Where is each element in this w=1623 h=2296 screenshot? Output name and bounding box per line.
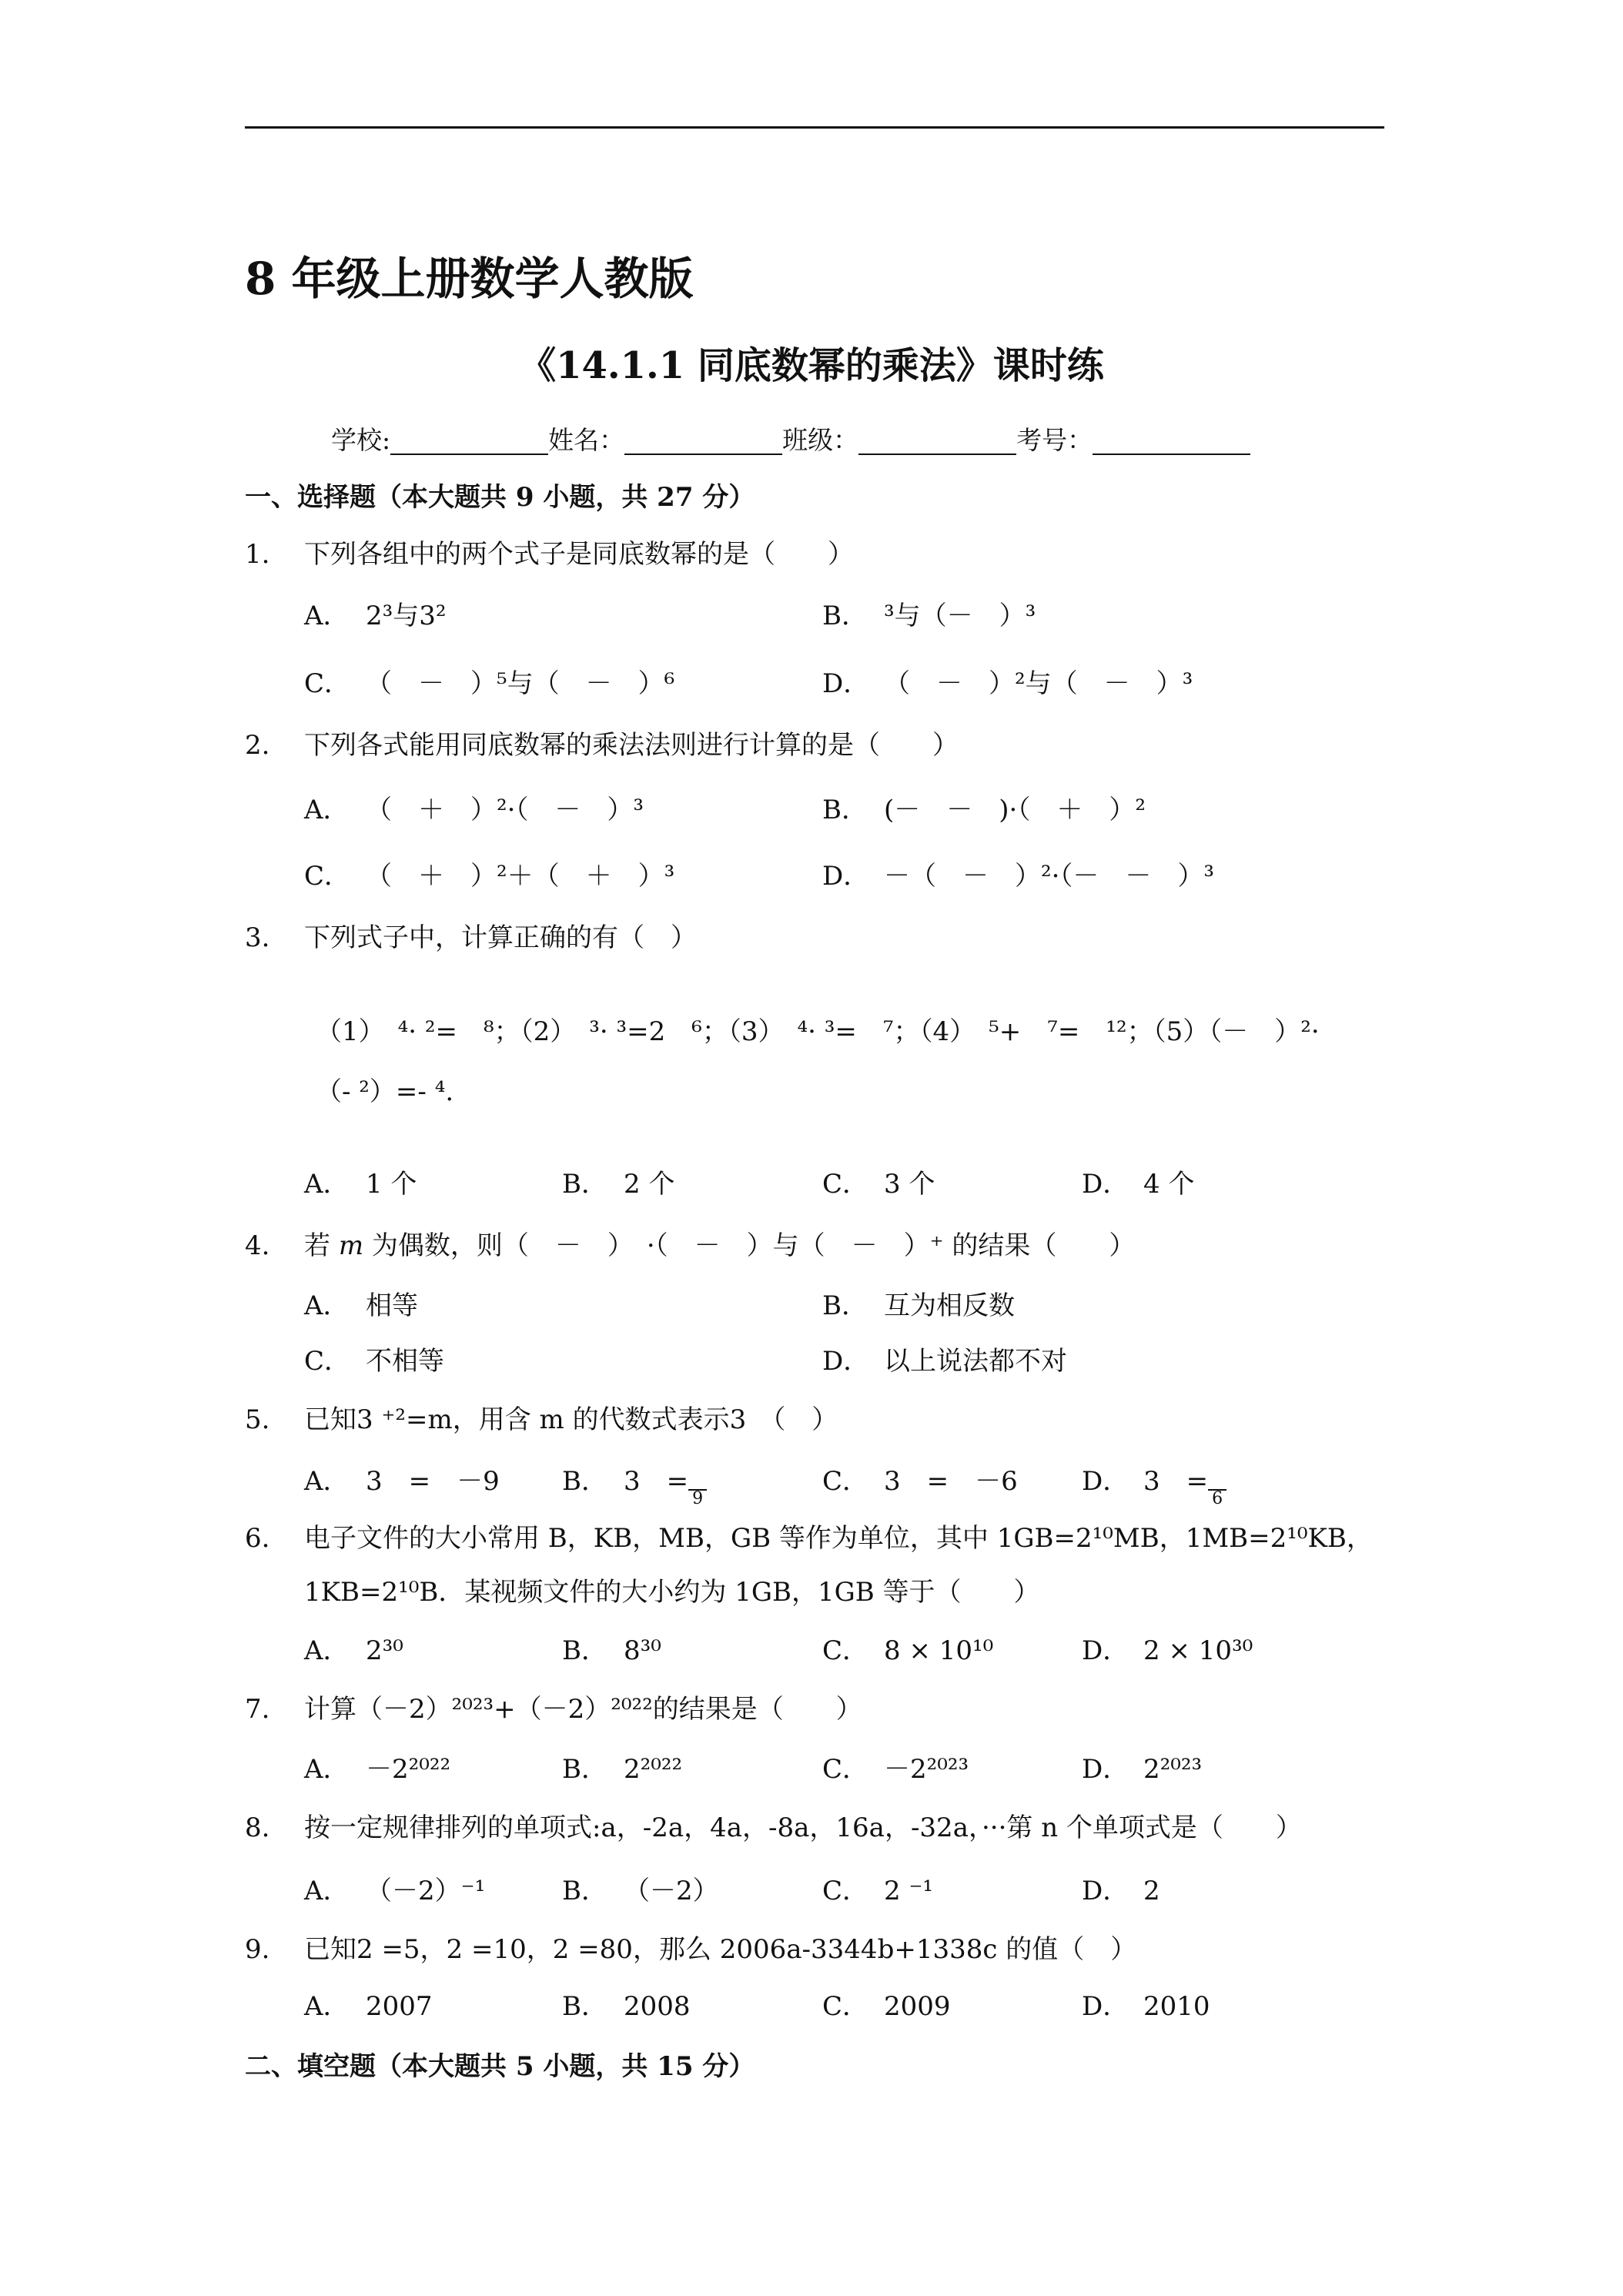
option-d[interactable]: D． －（ － ）²·（－ － ）³ (822, 861, 1215, 892)
option-c[interactable]: C． 8 × 10¹⁰ (822, 1635, 994, 1666)
option-d[interactable]: D． 2 × 10³⁰ (1082, 1635, 1253, 1666)
option-b[interactable]: B． 互为相反数 (822, 1290, 1015, 1321)
question-number: 8. (245, 1812, 270, 1843)
question-text: 若 m 为偶数，则（ － ） ·（ － ）与（ － ）⁺ 的结果（ ） (304, 1230, 1136, 1261)
option-b[interactable]: B． 3 = 9 (562, 1460, 707, 1508)
school-blank[interactable] (390, 426, 548, 455)
question-text-line2: 1KB=2¹⁰B．某视频文件的大小约为 1GB，1GB 等于（ ） (304, 1577, 1040, 1608)
option-c[interactable]: C． －2²⁰²³ (822, 1754, 969, 1785)
school-label: 学校: (331, 425, 391, 455)
question-text: 电子文件的大小常用 B，KB，MB，GB 等作为单位，其中 1GB=2¹⁰MB，1MB=2¹⁰KB， (304, 1523, 1373, 1554)
student-info-row (331, 419, 1250, 462)
option-d[interactable]: D． （ － ）²与（ － ）³ (822, 668, 1193, 699)
option-d[interactable]: D． 3 = 6 (1082, 1460, 1226, 1508)
option-d[interactable]: D． 2 (1082, 1876, 1160, 1906)
name-label: 姓名： (548, 425, 625, 455)
name-blank[interactable] (624, 426, 782, 455)
class-blank[interactable] (858, 426, 1016, 455)
question-number: 2. (245, 730, 270, 761)
question-number: 4. (245, 1230, 270, 1261)
question-text: 下列各式能用同底数幂的乘法法则进行计算的是（ ） (304, 730, 959, 761)
option-b[interactable]: B． （－2） (562, 1876, 719, 1906)
option-a[interactable]: A． 2³与3² (304, 601, 447, 631)
option-b[interactable]: B． 2008 (562, 1991, 691, 2022)
option-a[interactable]: A． －2²⁰²² (304, 1754, 451, 1785)
question-text: 下列式子中，计算正确的有（ ） (304, 922, 697, 953)
option-b[interactable]: B． (－ － )·（ ＋ ）² (822, 795, 1146, 825)
exam-number-label: 考号： (1016, 425, 1093, 455)
option-a[interactable]: A． （ ＋ ）²·（ － ）³ (304, 795, 644, 825)
option-b[interactable]: B． 2 个 (562, 1169, 675, 1200)
option-b[interactable]: B． ³与（－ ）³ (822, 601, 1036, 631)
option-b[interactable]: B． 2²⁰²² (562, 1754, 683, 1785)
question-number: 1. (245, 539, 270, 570)
question-number: 7. (245, 1694, 270, 1725)
question-text: 已知2 =5，2 =10，2 =80，那么 2006a-3344b+1338c 的值（ ） (304, 1934, 1137, 1965)
option-b[interactable]: B． 8³⁰ (562, 1635, 661, 1666)
question-text: 计算（－2）²⁰²³+（－2）²⁰²²的结果是（ ） (304, 1694, 862, 1725)
option-d[interactable]: D． 4 个 (1082, 1169, 1195, 1200)
section-heading-fill-in: 二、填空题（本大题共 5 小题，共 15 分） (245, 2051, 755, 2082)
header-rule (245, 126, 1384, 129)
document-subtitle: 《14.1.1 同底数幂的乘法》课时练 (519, 344, 1104, 387)
question-text: 下列各组中的两个式子是同底数幂的是（ ） (304, 539, 854, 570)
option-d[interactable]: D． 2010 (1082, 1991, 1210, 2022)
option-c[interactable]: C． 不相等 (304, 1346, 444, 1377)
option-c[interactable]: C． 2 ⁻¹ (822, 1876, 934, 1906)
option-c[interactable]: C． （ ＋ ）²＋（ ＋ ）³ (304, 861, 675, 892)
option-c[interactable]: C． 3 个 (822, 1169, 935, 1200)
option-c[interactable]: C． 3 = －6 (822, 1466, 1018, 1497)
exam-number-blank[interactable] (1093, 426, 1250, 455)
fraction: 9 (688, 1478, 707, 1508)
question-body-line: （- ²）=- ⁴. (316, 1076, 454, 1107)
question-number: 6. (245, 1523, 270, 1554)
document-title: 8 年级上册数学人教版 (245, 253, 694, 305)
option-a[interactable]: A． （－2）⁻¹ (304, 1876, 486, 1906)
option-c[interactable]: C． 2009 (822, 1991, 951, 2022)
fraction: 6 (1208, 1478, 1226, 1508)
question-number: 3. (245, 922, 270, 953)
option-d[interactable]: D． 以上说法都不对 (822, 1346, 1067, 1377)
option-a[interactable]: A． 1 个 (304, 1169, 417, 1200)
option-a[interactable]: A． 2³⁰ (304, 1635, 403, 1666)
question-number: 5. (245, 1404, 270, 1435)
question-text: 按一定规律排列的单项式:a，-2a，4a，-8a，16a，-32a，···第 n 个单项式是（ ） (304, 1812, 1302, 1843)
question-number: 9. (245, 1934, 270, 1965)
option-d[interactable]: D． 2²⁰²³ (1082, 1754, 1203, 1785)
question-text: 已知3 ⁺²=m，用含 m 的代数式表示3 （ ） (304, 1404, 838, 1435)
option-c[interactable]: C． （ － ）⁵与（ － ）⁶ (304, 668, 675, 699)
option-a[interactable]: A． 相等 (304, 1290, 418, 1321)
class-label: 班级： (782, 425, 859, 455)
option-a[interactable]: A． 2007 (304, 1991, 433, 2022)
question-body-line: （1） ⁴· ²= ⁸；（2） ³· ³=2 ⁶；（3） ⁴· ³= ⁷；（4） ⁵+ ⁷= ¹²；（5）（－ ）²· (316, 1016, 1320, 1047)
option-a[interactable]: A． 3 = －9 (304, 1466, 500, 1497)
section-heading-choice: 一、选择题（本大题共 9 小题，共 27 分） (245, 482, 755, 513)
